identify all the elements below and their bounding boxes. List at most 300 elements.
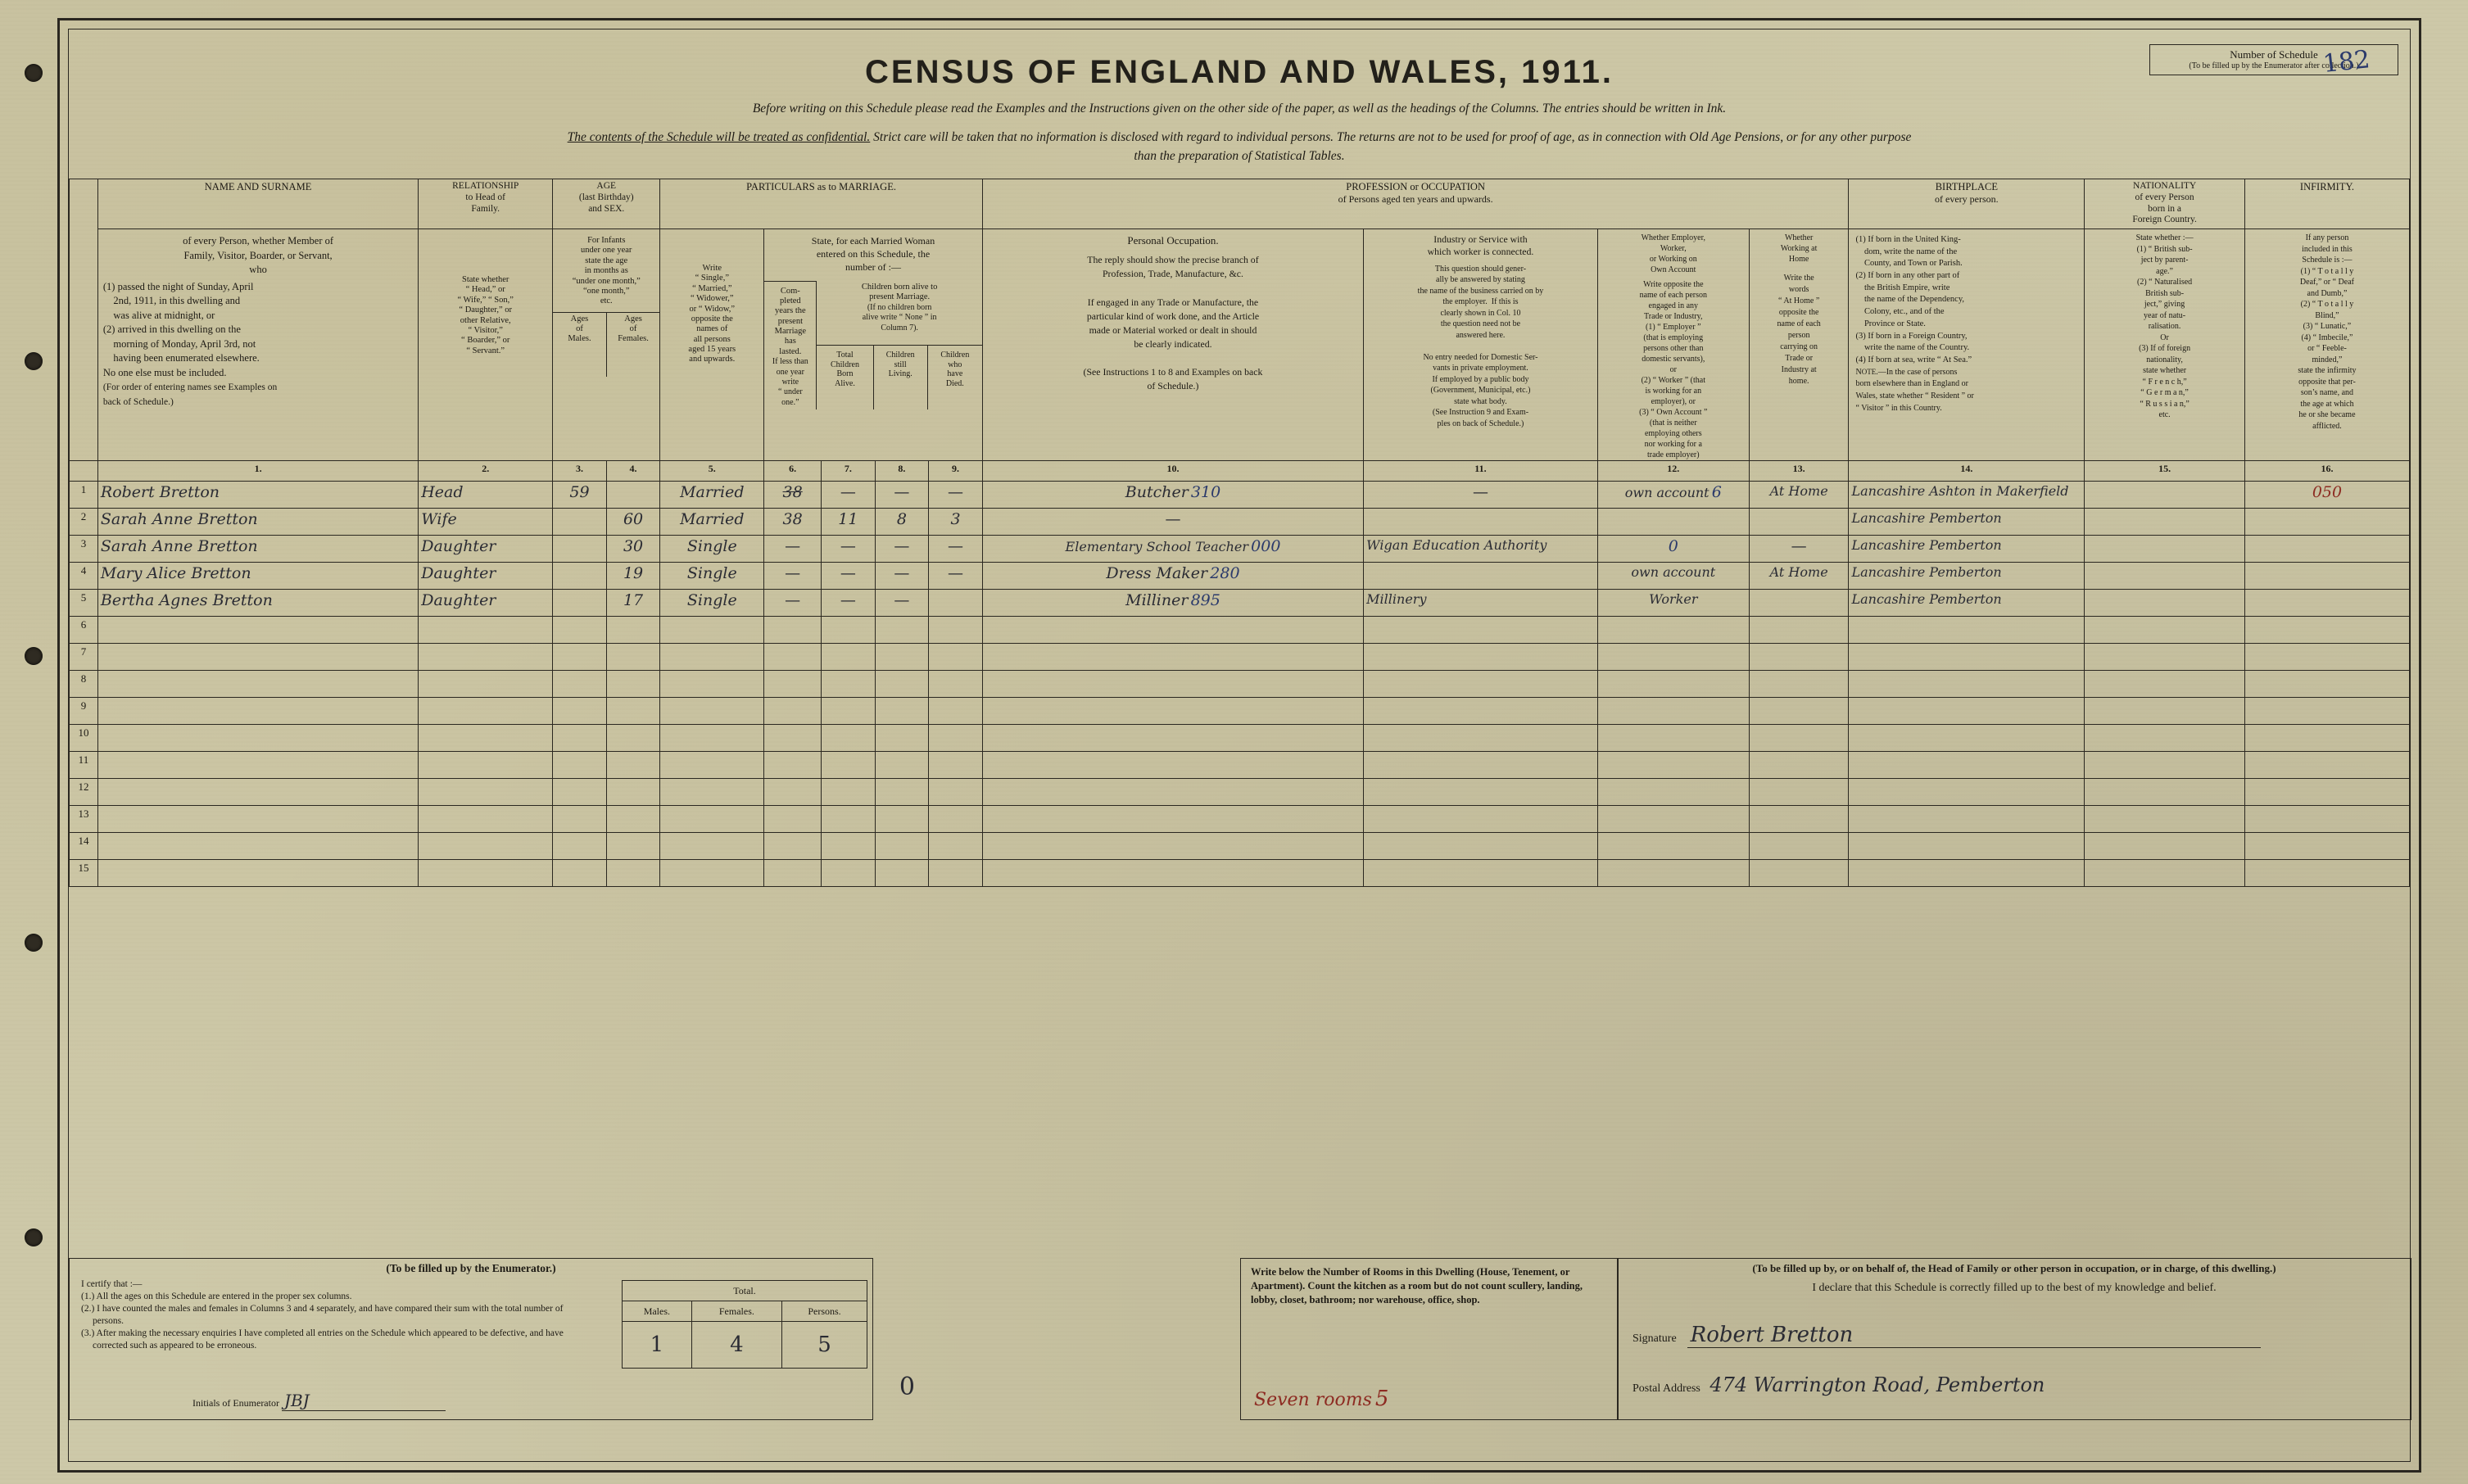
cell-children-died[interactable]: [929, 806, 983, 833]
enumerator-title: (To be filled up by the Enumerator.): [386, 1262, 556, 1274]
cell-birthplace[interactable]: [1849, 563, 2085, 590]
personal-occupation-cell: Personal Occupation. The reply should show the precise branch of Profession, Trade, Manufacture, &c. If engaged in any Trade or Manufacture, the particular kind of work done, and the Article made or Material worked or dealt in should be clearly indicated. (See Instructions 1 to 8 and Examples on back of Schedule.): [982, 229, 1363, 461]
cell-occupation[interactable]: [982, 833, 1363, 860]
cell-age-male[interactable]: [553, 644, 607, 671]
persons-value[interactable]: 5: [782, 1322, 867, 1369]
cell-employer[interactable]: [1597, 779, 1749, 806]
cell-employer[interactable]: [1597, 725, 1749, 752]
marriage-subheader-cell: State, for each Married Woman entered on this Schedule, the number of :— Com- pleted years the present Marriage has lasted. If less than one year write “ under one.” Children born alive to present Marriage. (If no children born alive write “ None ” in Column 7). Total Children Born Alive. Children still Living. Children who have Died.: [764, 229, 983, 461]
cell-infirmity[interactable]: [2244, 671, 2409, 698]
cell-name[interactable]: [97, 563, 418, 590]
cell-condition[interactable]: [660, 725, 764, 752]
cell-name[interactable]: [97, 779, 418, 806]
cell-years-married[interactable]: [764, 725, 822, 752]
industry-value: Millinery: [1366, 591, 1427, 607]
cell-industry[interactable]: [1364, 644, 1598, 671]
cell-name[interactable]: [97, 833, 418, 860]
cell-condition[interactable]: [660, 617, 764, 644]
colnum-blank: [70, 461, 98, 482]
cell-nationality[interactable]: [2085, 509, 2245, 536]
cell-years-married[interactable]: [764, 806, 822, 833]
colnum-8: 8.: [875, 461, 929, 482]
cell-children-died[interactable]: —: [929, 482, 983, 509]
cell-infirmity[interactable]: [2244, 563, 2409, 590]
cell-industry[interactable]: [1364, 806, 1598, 833]
row-number: 1: [70, 482, 98, 509]
cell-name[interactable]: [97, 536, 418, 563]
cell-infirmity[interactable]: [2244, 833, 2409, 860]
schedule-number-note: (To be filled up by the Enumerator after collection.): [2189, 61, 2359, 71]
cell-age-female[interactable]: [606, 671, 660, 698]
cell-nationality[interactable]: [2085, 860, 2245, 887]
cell-age-female[interactable]: [606, 779, 660, 806]
cell-name[interactable]: [97, 617, 418, 644]
children-died-header: Children who have Died.: [927, 346, 981, 410]
cell-birthplace[interactable]: [1849, 779, 2085, 806]
cell-name[interactable]: [97, 725, 418, 752]
cell-infirmity[interactable]: [2244, 752, 2409, 779]
cell-working-at-home[interactable]: [1749, 617, 1849, 644]
cell-age-male[interactable]: [553, 590, 607, 617]
punch-hole: [25, 1228, 43, 1246]
children-born-value: 11: [838, 510, 858, 528]
cell-condition[interactable]: [660, 752, 764, 779]
cell-age-female[interactable]: [606, 590, 660, 617]
cell-occupation[interactable]: [982, 698, 1363, 725]
cell-nationality[interactable]: [2085, 671, 2245, 698]
cell-occupation[interactable]: [982, 563, 1363, 590]
cell-relationship[interactable]: [419, 806, 553, 833]
cell-age-female[interactable]: [606, 482, 660, 509]
cell-working-at-home[interactable]: [1749, 698, 1849, 725]
cell-years-married[interactable]: [764, 779, 822, 806]
cell-birthplace[interactable]: [1849, 590, 2085, 617]
confidentiality-line-3: than the preparation of Statistical Tables.: [1134, 149, 1345, 164]
cell-age-female[interactable]: [606, 698, 660, 725]
relationship-instructions: State whether “ Head,” or “ Wife,” “ Son,” “ Daughter,” or other Relative, “ Visitor,” “ Boarder,” or “ Servant.”: [419, 229, 553, 461]
condition-value: Single: [686, 564, 737, 582]
cell-infirmity[interactable]: [2244, 644, 2409, 671]
cell-children-living[interactable]: [875, 644, 929, 671]
cell-age-female[interactable]: [606, 563, 660, 590]
cell-birthplace[interactable]: [1849, 536, 2085, 563]
cell-children-living[interactable]: —: [875, 536, 929, 563]
cell-condition[interactable]: [660, 536, 764, 563]
row-number: 2: [70, 509, 98, 536]
males-value[interactable]: 1: [623, 1322, 692, 1369]
cell-children-born[interactable]: [822, 860, 876, 887]
cell-children-living[interactable]: [875, 806, 929, 833]
cell-children-living[interactable]: [875, 779, 929, 806]
row-number: 12: [70, 779, 98, 806]
cell-working-at-home[interactable]: [1749, 509, 1849, 536]
cell-name[interactable]: [97, 806, 418, 833]
cell-children-died[interactable]: [929, 698, 983, 725]
cell-age-male[interactable]: [553, 779, 607, 806]
cell-birthplace[interactable]: [1849, 698, 2085, 725]
cell-occupation[interactable]: —: [982, 509, 1363, 536]
cell-industry[interactable]: [1364, 725, 1598, 752]
colnum-15: 15.: [2085, 461, 2245, 482]
cell-employer[interactable]: [1597, 806, 1749, 833]
cell-children-died[interactable]: [929, 509, 983, 536]
cell-infirmity[interactable]: [2244, 590, 2409, 617]
cell-relationship[interactable]: [419, 644, 553, 671]
cell-condition[interactable]: [660, 833, 764, 860]
cell-infirmity[interactable]: [2244, 725, 2409, 752]
cell-children-living[interactable]: [875, 752, 929, 779]
cell-relationship[interactable]: [419, 698, 553, 725]
cell-children-born[interactable]: [822, 509, 876, 536]
cell-relationship[interactable]: [419, 617, 553, 644]
cell-infirmity[interactable]: [2244, 536, 2409, 563]
cell-birthplace[interactable]: [1849, 806, 2085, 833]
declaration-section: [1617, 1258, 2411, 1420]
cell-relationship[interactable]: [419, 779, 553, 806]
cell-name[interactable]: [97, 644, 418, 671]
cell-nationality[interactable]: [2085, 482, 2245, 509]
cell-years-married[interactable]: [764, 860, 822, 887]
employer-cell: Whether Employer, Worker, or Working on Own Account Write opposite the name of each person engaged in any Trade or Industry, (1) “ Employer ” (that is employing persons other than domestic servants), or (2) “ Worker ” (that is working for an employer), or (3) “ Own Account ” (that is neither employing others nor working for a trade employer): [1597, 229, 1749, 461]
cell-children-born[interactable]: —: [822, 536, 876, 563]
cell-years-married[interactable]: [764, 698, 822, 725]
cell-relationship[interactable]: [419, 833, 553, 860]
females-value[interactable]: 4: [691, 1322, 781, 1369]
cell-years-married[interactable]: [764, 833, 822, 860]
row-number: 13: [70, 806, 98, 833]
cell-children-died[interactable]: [929, 590, 983, 617]
cell-relationship[interactable]: [419, 590, 553, 617]
cell-birthplace[interactable]: [1849, 644, 2085, 671]
cell-industry[interactable]: [1364, 833, 1598, 860]
name-value: Robert Bretton: [100, 483, 220, 501]
cell-condition[interactable]: [660, 806, 764, 833]
cell-employer[interactable]: [1597, 671, 1749, 698]
cell-children-born[interactable]: [822, 725, 876, 752]
cell-children-born[interactable]: [822, 617, 876, 644]
cell-age-male[interactable]: [553, 806, 607, 833]
cell-children-living[interactable]: —: [875, 563, 929, 590]
cell-occupation[interactable]: [982, 617, 1363, 644]
cell-children-born[interactable]: [822, 779, 876, 806]
cell-condition[interactable]: [660, 590, 764, 617]
cell-employer[interactable]: [1597, 482, 1749, 509]
cell-industry[interactable]: [1364, 509, 1598, 536]
cell-working-at-home[interactable]: [1749, 806, 1849, 833]
rooms-answer[interactable]: [1254, 1387, 1388, 1411]
cell-years-married[interactable]: [764, 752, 822, 779]
cell-birthplace[interactable]: [1849, 617, 2085, 644]
cell-occupation[interactable]: [982, 482, 1363, 509]
row-number: 14: [70, 833, 98, 860]
cell-nationality[interactable]: [2085, 590, 2245, 617]
cell-industry[interactable]: [1364, 752, 1598, 779]
children-died-value: 3: [950, 510, 961, 528]
cell-age-male[interactable]: [553, 698, 607, 725]
enumerator-initials-line[interactable]: [192, 1391, 446, 1411]
cell-working-at-home[interactable]: [1749, 563, 1849, 590]
cell-employer[interactable]: [1597, 833, 1749, 860]
cell-nationality[interactable]: [2085, 617, 2245, 644]
cell-birthplace[interactable]: [1849, 671, 2085, 698]
cell-occupation[interactable]: [982, 806, 1363, 833]
cell-name[interactable]: [97, 860, 418, 887]
table-row: [70, 860, 2410, 887]
cell-children-born[interactable]: [822, 671, 876, 698]
cell-age-male[interactable]: [553, 752, 607, 779]
cell-age-female[interactable]: [606, 752, 660, 779]
cell-relationship[interactable]: [419, 482, 553, 509]
cell-relationship[interactable]: [419, 671, 553, 698]
cell-nationality[interactable]: [2085, 698, 2245, 725]
cell-children-born[interactable]: [822, 644, 876, 671]
cell-age-female[interactable]: [606, 509, 660, 536]
cell-working-at-home[interactable]: —: [1749, 536, 1849, 563]
occupation-value: Butcher: [1125, 483, 1189, 501]
cell-infirmity[interactable]: [2244, 698, 2409, 725]
cell-condition[interactable]: [660, 860, 764, 887]
cell-age-female[interactable]: [606, 644, 660, 671]
cell-children-born[interactable]: —: [822, 590, 876, 617]
cell-working-at-home[interactable]: [1749, 671, 1849, 698]
cell-age-male[interactable]: [553, 725, 607, 752]
cell-infirmity[interactable]: [2244, 779, 2409, 806]
cell-name[interactable]: [97, 698, 418, 725]
cell-industry[interactable]: —: [1364, 482, 1598, 509]
cell-working-at-home[interactable]: [1749, 644, 1849, 671]
cell-children-living[interactable]: [875, 698, 929, 725]
cell-employer[interactable]: [1597, 509, 1749, 536]
cell-name[interactable]: [97, 590, 418, 617]
cell-children-died[interactable]: —: [929, 563, 983, 590]
cell-children-living[interactable]: [875, 671, 929, 698]
cell-years-married[interactable]: [764, 482, 822, 509]
cell-children-born[interactable]: —: [822, 563, 876, 590]
cell-age-male[interactable]: [553, 509, 607, 536]
cell-industry[interactable]: [1364, 698, 1598, 725]
col-marriage-header: PARTICULARS as to MARRIAGE.: [660, 179, 982, 229]
colnum-10: 10.: [982, 461, 1363, 482]
cell-relationship[interactable]: [419, 725, 553, 752]
cell-children-born[interactable]: —: [822, 482, 876, 509]
cell-children-died[interactable]: [929, 644, 983, 671]
cell-children-living[interactable]: —: [875, 590, 929, 617]
colnum-4: 4.: [606, 461, 660, 482]
cell-occupation[interactable]: [982, 725, 1363, 752]
colnum-16: 16.: [2244, 461, 2409, 482]
cell-name[interactable]: [97, 509, 418, 536]
cell-age-female[interactable]: [606, 806, 660, 833]
cell-nationality[interactable]: [2085, 779, 2245, 806]
cell-employer[interactable]: [1597, 860, 1749, 887]
cell-children-living[interactable]: [875, 509, 929, 536]
cell-nationality[interactable]: [2085, 563, 2245, 590]
cell-age-female[interactable]: [606, 833, 660, 860]
cell-condition[interactable]: [660, 698, 764, 725]
cell-working-at-home[interactable]: [1749, 725, 1849, 752]
cell-children-died[interactable]: [929, 779, 983, 806]
cell-age-male[interactable]: [553, 536, 607, 563]
occupation-code: 310: [1190, 483, 1221, 501]
cell-children-died[interactable]: [929, 617, 983, 644]
cell-nationality[interactable]: [2085, 536, 2245, 563]
cell-industry[interactable]: [1364, 617, 1598, 644]
punch-hole: [25, 64, 43, 82]
cell-children-died[interactable]: [929, 671, 983, 698]
cell-years-married[interactable]: [764, 644, 822, 671]
cell-infirmity[interactable]: [2244, 617, 2409, 644]
cell-infirmity[interactable]: [2244, 860, 2409, 887]
cell-nationality[interactable]: [2085, 752, 2245, 779]
cell-children-born[interactable]: [822, 806, 876, 833]
employer-value: own account: [1631, 564, 1716, 580]
row-number: 6: [70, 617, 98, 644]
cell-name[interactable]: [97, 671, 418, 698]
cell-children-born[interactable]: [822, 752, 876, 779]
cell-children-died[interactable]: [929, 860, 983, 887]
cell-children-born[interactable]: [822, 698, 876, 725]
cell-years-married[interactable]: [764, 509, 822, 536]
cell-employer[interactable]: [1597, 698, 1749, 725]
cell-name[interactable]: [97, 482, 418, 509]
cell-age-female[interactable]: [606, 617, 660, 644]
cell-occupation[interactable]: [982, 860, 1363, 887]
cell-occupation[interactable]: [982, 752, 1363, 779]
cell-occupation[interactable]: [982, 590, 1363, 617]
cell-industry[interactable]: [1364, 671, 1598, 698]
cell-industry[interactable]: [1364, 860, 1598, 887]
nationality-instructions: State whether :— (1) “ British sub- ject by parent- age.” (2) “ Naturalised British sub- ject,” giving year of natu- ralisation. Or (3) If of foreign nationality, state whether “ F r e n c h,” “ G e r m a n,” “ R u s s i a n,” etc.: [2085, 229, 2245, 461]
cell-children-born[interactable]: [822, 833, 876, 860]
cell-relationship[interactable]: [419, 536, 553, 563]
cell-condition[interactable]: [660, 644, 764, 671]
cell-employer[interactable]: [1597, 617, 1749, 644]
cell-birthplace[interactable]: [1849, 725, 2085, 752]
colnum-11: 11.: [1364, 461, 1598, 482]
birthplace-instructions: (1) If born in the United King- dom, write the name of the County, and Town or Parish. (2) If born in any other part of the British Empire, write the name of the Dependency, Colony, etc., and of the Province or State. (3) If born in a Foreign Country, write the name of the Country. (4) If born at sea, write “ At Sea.” NOTE.—In the case of persons born elsewhere than in England or Wales, state whether “ Resident ” or “ Visitor ” in this Country.: [1849, 229, 2085, 461]
cell-children-living[interactable]: [875, 833, 929, 860]
cell-years-married[interactable]: [764, 671, 822, 698]
cell-years-married[interactable]: —: [764, 563, 822, 590]
name-value: Sarah Anne Bretton: [100, 537, 258, 555]
cell-infirmity[interactable]: [2244, 482, 2409, 509]
cell-industry[interactable]: [1364, 779, 1598, 806]
cell-age-female[interactable]: [606, 536, 660, 563]
cell-condition[interactable]: [660, 671, 764, 698]
cell-children-died[interactable]: [929, 752, 983, 779]
cell-relationship[interactable]: [419, 509, 553, 536]
cell-age-male[interactable]: [553, 833, 607, 860]
cell-nationality[interactable]: [2085, 644, 2245, 671]
cell-working-at-home[interactable]: [1749, 482, 1849, 509]
cell-employer[interactable]: [1597, 590, 1749, 617]
cell-working-at-home[interactable]: [1749, 779, 1849, 806]
cell-age-male[interactable]: [553, 860, 607, 887]
cell-condition[interactable]: [660, 563, 764, 590]
cell-age-female[interactable]: [606, 860, 660, 887]
name-value: Mary Alice Bretton: [100, 564, 251, 582]
cell-relationship[interactable]: [419, 860, 553, 887]
cell-infirmity[interactable]: [2244, 806, 2409, 833]
cell-industry[interactable]: [1364, 563, 1598, 590]
certify-line-1: I certify that :—: [81, 1279, 143, 1289]
cell-relationship[interactable]: [419, 563, 553, 590]
cell-employer[interactable]: [1597, 644, 1749, 671]
cell-infirmity[interactable]: [2244, 509, 2409, 536]
employer-code: 6: [1711, 483, 1722, 501]
cell-years-married[interactable]: [764, 617, 822, 644]
cell-children-living[interactable]: —: [875, 482, 929, 509]
cell-birthplace[interactable]: [1849, 752, 2085, 779]
cell-occupation[interactable]: [982, 779, 1363, 806]
cell-children-living[interactable]: [875, 725, 929, 752]
cell-children-died[interactable]: [929, 725, 983, 752]
cell-industry[interactable]: [1364, 536, 1598, 563]
confidentiality-line-2: Strict care will be taken that no information is disclosed with regard to individual persons. The returns are not to be used for proof of age, as in connection with Old Age Pensions, or for any other purpose: [873, 130, 1912, 144]
cell-employer[interactable]: [1597, 752, 1749, 779]
total-children-header: Total Children Born Alive.: [817, 346, 873, 410]
address-line[interactable]: [1633, 1373, 2396, 1396]
cell-nationality[interactable]: [2085, 833, 2245, 860]
cell-occupation[interactable]: [982, 644, 1363, 671]
header-row-top: [70, 179, 2410, 229]
relationship-value: Daughter: [421, 537, 496, 555]
cell-children-died[interactable]: [929, 833, 983, 860]
cell-birthplace[interactable]: [1849, 509, 2085, 536]
cell-working-at-home[interactable]: [1749, 860, 1849, 887]
home-value: At Home: [1769, 483, 1828, 499]
cell-working-at-home[interactable]: [1749, 752, 1849, 779]
cell-occupation[interactable]: [982, 671, 1363, 698]
cell-children-living[interactable]: [875, 860, 929, 887]
cell-employer[interactable]: [1597, 563, 1749, 590]
cell-age-female[interactable]: [606, 725, 660, 752]
schedule-number-box: [2149, 44, 2398, 79]
cell-relationship[interactable]: [419, 752, 553, 779]
cell-occupation[interactable]: [982, 536, 1363, 563]
cell-age-male[interactable]: [553, 671, 607, 698]
cell-condition[interactable]: [660, 779, 764, 806]
table-row: [70, 779, 2410, 806]
cell-birthplace[interactable]: [1849, 482, 2085, 509]
declaration-text: I declare that this Schedule is correctly filled up to the best of my knowledge and belief.: [1812, 1282, 2217, 1294]
cell-condition[interactable]: [660, 482, 764, 509]
cell-working-at-home[interactable]: [1749, 590, 1849, 617]
cell-working-at-home[interactable]: [1749, 833, 1849, 860]
years-married-value: 38: [782, 483, 803, 501]
cell-age-male[interactable]: [553, 482, 607, 509]
cell-years-married[interactable]: —: [764, 590, 822, 617]
colnum-7: 7.: [822, 461, 876, 482]
cell-nationality[interactable]: [2085, 806, 2245, 833]
cell-employer[interactable]: [1597, 536, 1749, 563]
cell-industry[interactable]: [1364, 590, 1598, 617]
children-living-value: 8: [896, 510, 907, 528]
cell-age-male[interactable]: [553, 617, 607, 644]
cell-name[interactable]: [97, 752, 418, 779]
cell-age-male[interactable]: [553, 563, 607, 590]
rooms-instructions: Write below the Number of Rooms in this Dwelling (House, Tenement, or Apartment). Count the kitchen as a room but do not count scullery, landing, lobby, closet, bathroom; nor warehouse, office, shop.: [1251, 1266, 1583, 1305]
cell-years-married[interactable]: —: [764, 536, 822, 563]
cell-birthplace[interactable]: [1849, 860, 2085, 887]
cell-children-died[interactable]: —: [929, 536, 983, 563]
cell-birthplace[interactable]: [1849, 833, 2085, 860]
cell-condition[interactable]: [660, 509, 764, 536]
relationship-value: Head: [421, 483, 464, 501]
cell-children-living[interactable]: [875, 617, 929, 644]
cell-nationality[interactable]: [2085, 725, 2245, 752]
signature-line[interactable]: [1633, 1323, 2396, 1348]
